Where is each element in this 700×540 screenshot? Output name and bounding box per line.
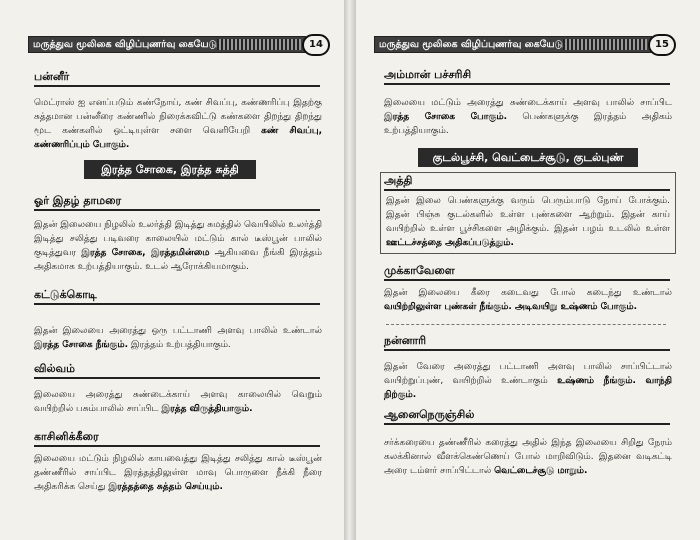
section-title: முக்காவேளை bbox=[384, 264, 455, 277]
category-banner: இரத்த சோகை, இரத்த சுத்தி bbox=[84, 160, 256, 179]
section-title: காசினிக்கீரை bbox=[34, 430, 99, 443]
divider bbox=[34, 209, 320, 211]
section-title: கட்டுக்கொடி bbox=[34, 288, 97, 301]
category-banner: குடல்பூச்சி, வெட்டைச்சூடு, குடல்புண் bbox=[418, 148, 638, 167]
divider bbox=[384, 423, 670, 425]
book-gutter bbox=[344, 0, 356, 540]
paragraph: இலையை அரைத்து சுண்டைக்காய் அளவு காலையில் வெறும் வயிற்றில் பசும்பாலில் சாப்பிட இரத்த விருத்தியாகும். bbox=[34, 390, 322, 414]
left-page bbox=[0, 0, 344, 540]
header-decoration bbox=[563, 39, 647, 50]
page-number: 14 bbox=[302, 34, 330, 56]
paragraph: மெட்ராஸ் ஐ எனப்படும் கண்நோய், கண் சிவப்பு, கண்ணரிப்பு இதற்கு சுத்தமான பன்னீரை கண்ணில் நிரைக்கவிட்டு கண்களை திறந்து திறந்து மூட கண்களில் ஒட்டியுள்ள சளை வெளியேறி கண் சிவப்பு, கண்ணரிப்பும் போகும். bbox=[34, 98, 322, 150]
section-title: ஆனைநெருஞ்சில் bbox=[384, 408, 475, 421]
paragraph: இதன் இலையை கீரை கடைவது போல் கடைந்து உண்டால் வயிற்றிலுள்ள புண்கள் நீங்கும். அடிவயிறு உஷ்ணம் போகும். bbox=[384, 288, 672, 312]
section-title: அத்தி bbox=[384, 174, 413, 187]
divider bbox=[386, 324, 666, 326]
header-decoration bbox=[217, 39, 301, 50]
divider bbox=[34, 303, 320, 305]
divider bbox=[384, 349, 670, 351]
paragraph: சர்க்கரையை தண்ணீரில் கரைத்து அதில் இந்த இலையை சிறிது நேரம் கலக்கினால் வீளக்கெண்ணெய் போல் மாறிவிடும். இதனை வடிகட்டி அரை டம்ளர் சாப்பிட்டால் வெட்டைச்சூடு மாறும். bbox=[384, 438, 672, 476]
divider bbox=[34, 377, 320, 379]
section-title: நன்னாரி bbox=[384, 334, 427, 347]
divider bbox=[34, 445, 320, 447]
running-header-title: மருத்துவ மூலிகை விழிப்புணர்வு கையேடு bbox=[33, 39, 218, 50]
section-title: ஓர் இதழ் தாமரை bbox=[34, 194, 122, 207]
running-header-title: மருத்துவ மூலிகை விழிப்புணர்வு கையேடு bbox=[379, 39, 564, 50]
section-title: அம்மான் பச்சரிசி bbox=[384, 68, 472, 81]
section-title: பன்னீர் bbox=[34, 70, 70, 83]
running-header bbox=[28, 36, 306, 53]
paragraph: இதன் இலையை நிழலில் உலர்த்தி இடித்து சுமத்தில் வெயிலில் உலர்த்தி இடித்து சலித்து படிவரை காலையில் மட்டும் கால் டீஸ்பூன் பாலில் குடித்துவர இரத்த சோகை, இரத்தமின்மை ஆகியவை நீங்கி இரத்தம் அதிகமாக உற்பத்தியாகும். உடல் ஆரோக்கியமாகும். bbox=[34, 220, 322, 272]
paragraph: இதன் வேரை அரைத்து பட்டாணி அளவு பாலில் சாப்பிட்டால் வயிற்றுப்புண், வயிற்றில் உண்டாகும் உஷ்ணம் நீங்கும். வாந்தி நிற்கும். bbox=[384, 362, 672, 400]
divider bbox=[384, 189, 670, 191]
paragraph: இதன் இலை பெண்களுக்கு வரும் பெரும்பாடு நோய் போக்கும். இதன் பிஞ்சு குடல்களில் உள்ள புண்களை ஆற்றும். இதன் காய் வயிற்றில் உள்ள பூச்சிகளை அழிக்கும். இதன் பழம் உடலில் உள்ள ஊட்டச்சத்தை அதிகப்படுத்தும். bbox=[386, 196, 670, 248]
running-header bbox=[374, 36, 652, 53]
section-title: வில்வம் bbox=[34, 362, 76, 375]
divider bbox=[384, 83, 670, 85]
divider bbox=[34, 85, 320, 87]
page-number: 15 bbox=[648, 34, 676, 56]
paragraph: இலையை மட்டும் நிழலில் காயவைத்து இடித்து சலித்து கால் டீஸ்பூன் தண்ணீரில் சாப்பிட இரத்தத்திலுள்ள மாவு பொருளை நீக்கி நீரை அதிகரிக்க செய்து இரத்தத்தை சுத்தம் செய்யும். bbox=[34, 454, 322, 492]
paragraph: இதன் இலையை அரைத்து ஒரு பட்டாணி அளவு பாலில் உண்டால் இரத்த சோகை நீங்கும். இரத்தம் உற்பத்தியாகும். bbox=[34, 326, 322, 350]
right-page bbox=[356, 0, 700, 540]
divider bbox=[384, 279, 670, 281]
paragraph: இலையை மட்டும் அரைத்து சுண்டைக்காய் அளவு பாலில் சாப்பிட இரத்த சோகை போகும். பெண்களுக்கு இரத்தம் அதிகம் உற்பத்தியாகும். bbox=[384, 98, 672, 136]
